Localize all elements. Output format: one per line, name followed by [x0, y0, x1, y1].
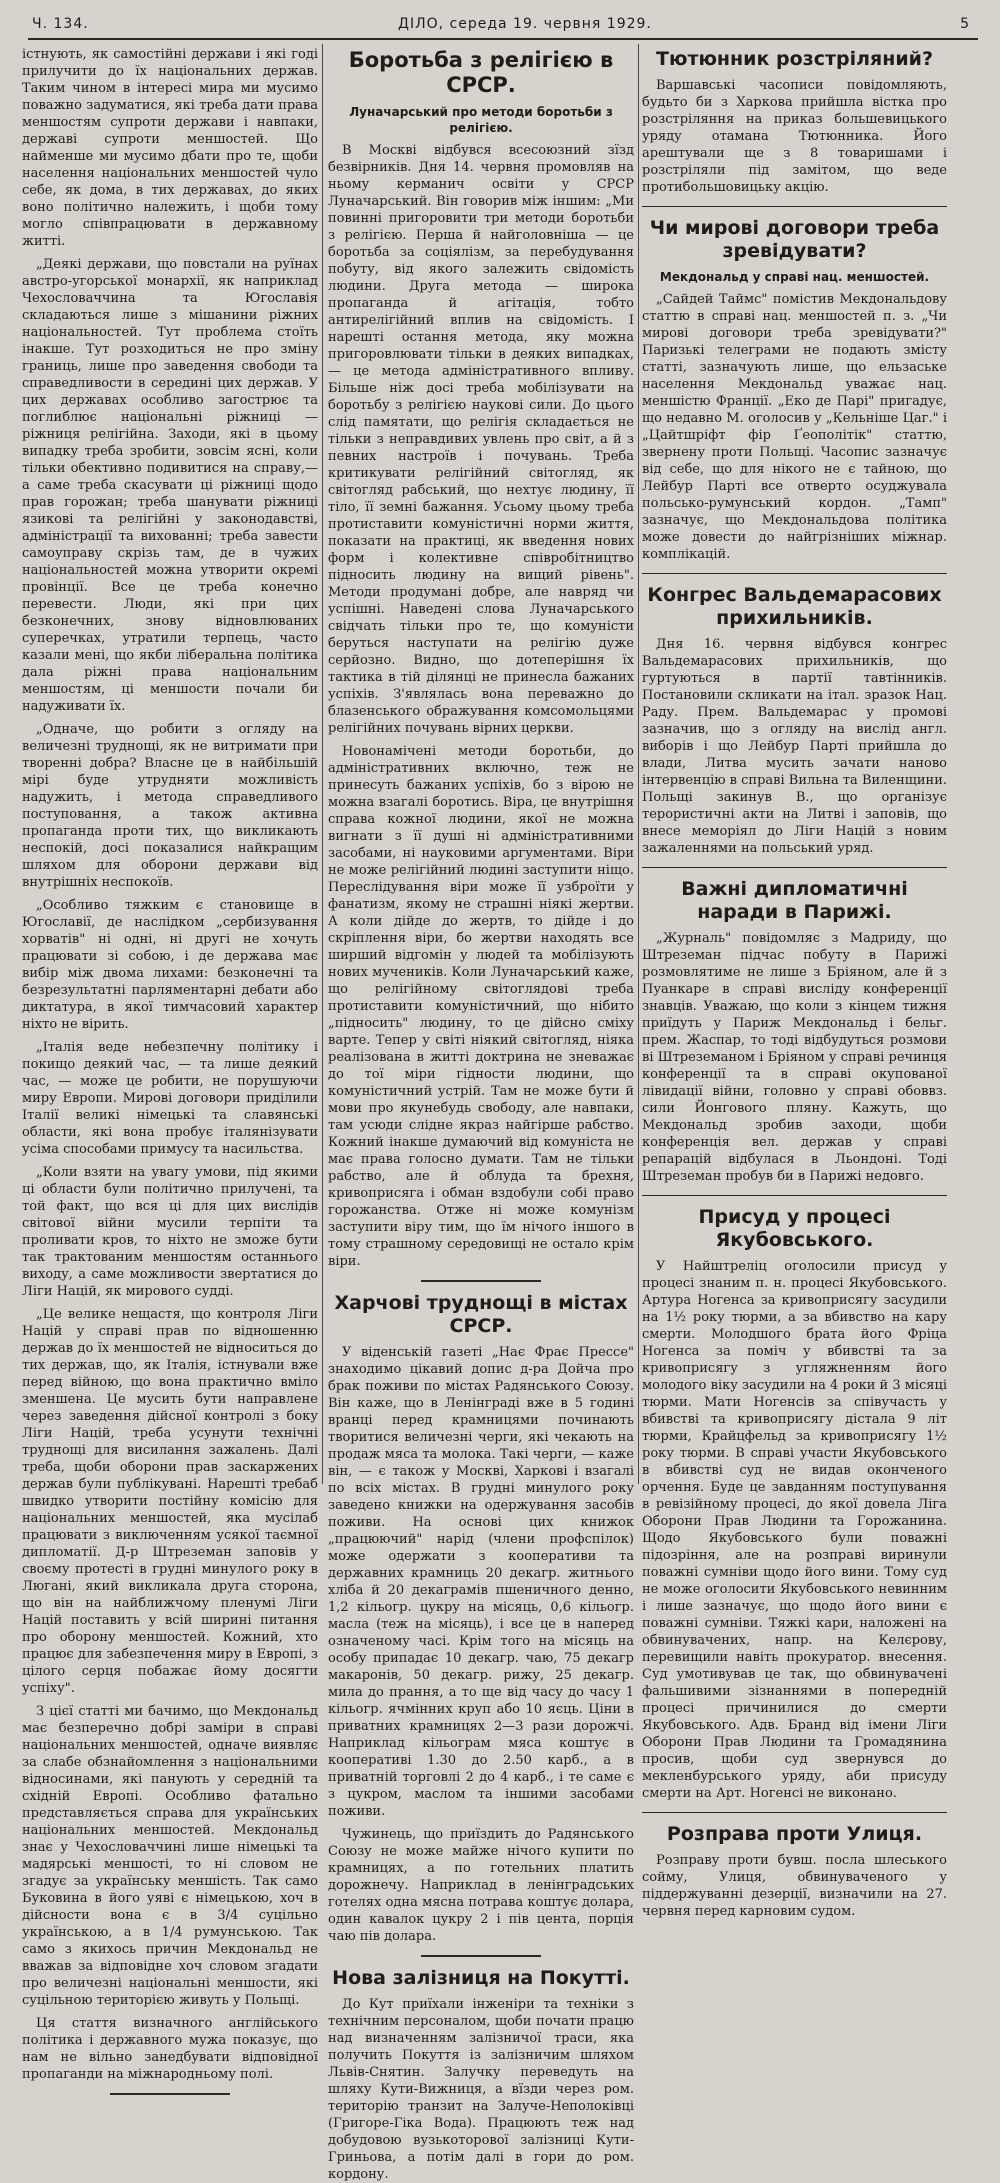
paragraph: Ця стаття визначного англійського політика і державного мужа показує, що нам не вільно занедбувати відповідної пропаганди на міжнародньому полі.	[22, 2016, 318, 2082]
article-title: Боротьба з релігією в СРСР.	[348, 48, 614, 97]
article-title: Присуд у процесі Якубовського.	[698, 1206, 891, 1251]
paragraph: „Журналь" повідомляє з Мадриду, що Штреземан підчас побуту в Парижі розмовлятиме не лише з Бріяном, але й з Пуанкаре в справі висліду конференції знавців. Уважаю, що коли з кінцем тижня приїдуть у Париж Мекдональд і бельг. прем. Жаспар, то тоді відбудуться розмови ві Штреземаном і Бріяном у справі речинця конференції та в справі окупованої лівидації війни, головно у справі обоввз. сили Йонгового пляну. Кажуть, що Мекдональд зробив заходи, щоби конференція вел. держав у справі репарацій відбулася в Льондоні. Тоді Штреземан пробув би в Парижі недовго.	[642, 931, 947, 1184]
paragraph: „Сайдей Таймс" помістив Мекдональдову статтю в справі нац. меншостей п. з. „Чи мирові договори треба зревідувати?" Паризькі телеграми не подають змісту статті, зазначують лише, що ельзаське населення Мекдональд уважає нац. меншістю Франції. „Еко де Парі" пригадує, що недавно М. оголосив у „Кельніше Цаг." і „Цайтшріфт фір Ґеополітік" статтю, звернену проти Польщі. Часопис зазначує від себе, що для нікого не є тайною, що Лейбур Парті все отверто осуджувала польсько-румунський кордон. „Тамп" зазначує, що Мекдональдова політика може довести до найгрізніших міжнар. комплікацій.	[642, 292, 947, 562]
paragraph: „Одначе, що робити з огляду на величезні труднощі, як не витримати при творенні добра? Власне це в найбільшій мірі буде утрудняти можливість надужить, і метода справедливого поступовання, а також активна пропаганда проти тих, що викликають неспокій, досі показалися найкращим шляхом для оборони держави від внутрішніх неспокоїв.	[22, 722, 318, 890]
paragraph: Варшавські часописи повідомляють, будьто би з Харкова прийшла вістка про розстріляння на приказ большевицького уряду отамана Тютюнника. Його арештували ще з 8 товаришами і розстріляли під замітом, що веде протибольшовицьку акцію.	[642, 78, 947, 195]
paragraph: В Москві відбувся всесоюзний зїзд безвірників. Дня 14. червня промовляв на ньому керманич освіти у СРСР Луначарський. Він говорив між іншим: „Ми повинні пригоровити три методи боротьби з релігією. Перша й найголовніша — це боротьба за соціялізм, за перебудування побуту, від якого залежить свідомість людини. Друга метода — широка пропаганда й агітація, тобто антирелігійний вплив на свідомість. І нарешті остання метода, яку можна пригоровлювати тільки в деяких випадках, — це метода адміністративного впливу. Більше ніж досі треба мобілізувати на боротьбу з релігією наукові сили. До цього слід памятати, що релігія складається не тільки з неправдивих увлень про світ, а й з певних настроїв і почувань. Треба критикувати релігійний світогляд, як світогляд рабський, що нехтує людину, її тіло, її земні бажання. Усьому цьому треба протиставити комуністичні норми життя, показати на практиці, як введення нових форм і колективне співробітництво підносить людину на вищий рівень". Методи продумані добре, але навряд чи успішні. Наведені слова Луначарського свідчать тільки про те, що комуністи беруться наступати на релігію дуже серйозно. Видно, що дотеперішня їх тактика в тій ділянці не принесла бажаних успіхів. З'являлась вона переважно до блазенського ображування комсомольцями релігійних почувань вірних церкви.	[328, 143, 634, 736]
separator	[421, 1280, 541, 1282]
paragraph: Розправу проти бувш. посла шлеського сойму, Улиця, обвинуваченого у піддержуванні дезерції, визначили на 27. червня перед карновим судом.	[642, 1853, 947, 1919]
column-left	[22, 46, 318, 2082]
paragraph: До Кут приїхали інженіри та техніки з технічним персоналом, щоби почати працю над визначенням залізничої траси, яка получить Покуття із залізничим шляхом Львів-Снятин. Залучку переведуть на шляху Кути-Вижниця, а вїзди через ром. територію транзит на Залуче-Неполоківці (Григоре-Гіка Вода). Працюють теж над добудовою вузькоторової залізниці Кути-Гриньова, а потім далі в гори до ром. кордону.	[328, 1997, 634, 2182]
paragraph: „Італія веде небезпечну політику і покищо деякий час, — та лише деякий час, — може це робити, не порушуючи миру Европи. Мирові договори приділили Італії великі німецькі та славянські области, які вона пробує італянізувати усіма способами примусу та насильства.	[22, 1040, 318, 1157]
separator	[642, 1812, 947, 1813]
separator	[642, 573, 947, 574]
article-title: Харчові труднощі в містах СРСР.	[334, 1292, 628, 1337]
separator	[642, 1195, 947, 1196]
masthead	[28, 14, 978, 40]
column-rule	[638, 44, 639, 1484]
paragraph: „Коли взяти на увагу умови, під якими ці области були політично прилучені, та той факт, що вся ці для цих вислідів світової війни мусили терпіти та проливати кров, то ніхто не зможе бути так трактованим меншостям останнього виходу, а саме можливости звертатися до Ліги Націй, як мирового судді.	[22, 1165, 318, 1299]
article-title: Розправа проти Улиця.	[666, 1823, 923, 1845]
paragraph: Чужинець, що приїздить до Радянського Союзу не може майже нічого купити по крамницях, а по готельних платить дорожнечу. Наприклад в ленінградських готелях одна мясна потрава коштує долара, один кавалок цукру 2 і пів цента, порція чаю пів долара.	[328, 1827, 634, 1944]
separator	[421, 1955, 541, 1957]
separator	[642, 867, 947, 868]
paragraph: „Це велике нещастя, що контроля Ліги Націй у справі прав по відношенню держав до їх меншостей не відноситься до тих держав, що, як Італія, істнували вже перед війною, що вона практично вміло зменшена. Це мусить бути направлене через заведення дійсної контролі з боку Ліги Націй, треба усунути технічні труднощі для висилання зажалень. Далі треба, щоби оборони прав заскаржених держав були публікувані. Нарешті требаб швидко утворити постійну комісію для національних меншостей, яка мусілаб працювати з виключенням усякої таємної дипломатії. Д-р Штреземан заповів у своєму протесті в грудні минулого року в Люгані, який викликала друга сторона, що він на найближчому пленумі Ліги Націй поставить у всій ширині питання про оборону меншостей. Кожний, хто працює для забезпечення миру в Европі, з цілого серця побажає йому досягти успіху".	[22, 1307, 318, 1696]
article-title: Тютюнник розстріляний?	[656, 48, 933, 70]
end-rule	[110, 2093, 230, 2095]
paragraph: істнують, як самостійні держави і які годі прилучити до їх національних держав. Таким чином в інтересі мира ми мусимо поважно задуматися, які треба дати права меншостям супроти держави і навпаки, державі супроти меншостей. Що найменше ми мусимо дбати про те, щоби населення національних меншостей чуло себе, як дома, в тих державах, до яких воно політично належить, і щоби тому могло співпрацювати в державному житті.	[22, 47, 318, 249]
issue-number: Ч. 134.	[32, 16, 89, 32]
paragraph: Новонамічені методи боротьби, до адміністративних включно, теж не принесуть бажаних успіхів, бо з вірою не можна взагалі боротись. Віра, це внутрішня справа кожної людини, якої не можна вигнати з її душі ні адміністративними засобами, ні науковими аргументами. Віри не може релігійний людині заступити ніщо. Переслідування віри може її узброїти у фанатизм, якому не страшні ніякі жертви. А коли дійде до жертв, то дійде і до скріплення віри, бо жертви находять все ширший відгомін у людей та мобілізують нових мучеників. Коли Луначарський каже, що релігійному світоглядові треба протиставити комуністичний, що нібито „підносить" людину, то це дійсно сміху варте. Тепер у світі ніякий світогляд, ніяка реалізована в житті доктрина не зневажає до тої міри гідности людини, що комуністичний устрій. Там не може бути й мови про якунебудь свободу, але навпаки, там усюди слідне якраз найгірше рабство. Кожний інакше думаючий від комуніста не має права голосно думати. Там не тільки рабство, але й облуда та брехня, кривоприсяга і обман вздобули собі право горожанства. Отже ні може комунізм заступити віру тим, що їм нічого іншого в тому страшному середовищі не остало крім віри.	[328, 744, 634, 1269]
column-right	[642, 46, 947, 1919]
paper-title-date: ДІЛО, середа 19. червня 1929.	[398, 16, 652, 32]
paragraph: „Деякі держави, що повстали на руїнах австро-угорської монархії, як наприклад Чехословаччина та Югославія складаються лише з мішанини ріжних національностей. Тут проблема стоїть інакше. Тут розходиться не про зміну границь, лише про заведення свободи та справедливости в середині цих держав. У цих державах особливо загострює та поглиблює національні ріжниці — ріжниця релігійна. Заходи, які в цьому випадку треба зробити, зовсім ясні, коли тільки обективно подивитися на справу,— а саме треба скасувати ці ріжниці щодо прав горожан; треба шанувати ріжниці язикові та релігійні у законодавстві, адміністрації та вихованні; треба завести самоуправу скрізь там, де в чужих національностей можна утворити окремі провінції. Все це треба конечно перевести. Люди, які при цих безконечних, знову відновлюваних суперечках, утратили терпець, часто казали мені, що якби ліберальна політика дала ріжні права національним меншостям, ці меншости почали би надуживати їх.	[22, 257, 318, 714]
article-subtitle: Луначарський про методи боротьби з релігією.	[349, 105, 613, 135]
paragraph: З цієї статті ми бачимо, що Мекдональд має безперечно добрі заміри в справі національних меншостей, одначе виявляє за слабе обзнайомлення з національними відносинами, які панують у середній та східній Европі. Особливо фатально представляється справа для українських національних меншостей. Мекдональд знає у Чехословаччині лише німецькі та мадярські меншості, то ні словом не згадує за українську меншість. Так само Буковина в його уяві є німецькою, хоч в дійсности вона є в 3/4 суцільно українською, а в 1/4 румунською. Так само з якихось причин Мекдональд не вважав за відповідне хоч словом згадати про величезні національні меншости, які суцільною територією живуть у Польщі.	[22, 1704, 318, 2008]
separator	[642, 206, 947, 207]
column-middle	[328, 46, 634, 2182]
article-title: Чи мирові договори треба зревідувати?	[649, 217, 940, 262]
article-title: Нова залізниця на Покутті.	[332, 1967, 630, 1989]
article-subtitle: Мекдональд у справі нац. меншостей.	[659, 270, 930, 284]
paragraph: У віденській газеті „Нає Фрає Прессе" знаходимо цікавий допис д-ра Дойча про брак поживи по містах Радянського Союзу. Він каже, що в Ленінграді вже в 5 годині вранці перед крамницями починають творитися величезні черги, які чекають на продаж мяса та молока. Такі черги, — каже він, — є також у Москві, Харкові і взагалі по всіх містах. В грудні минулого року заведено книжки на одержування засобів поживи. На основі цих книжок „працюючий" нарід (члени профспілок) може одержати з кооперативи та державних крамниць 20 декагр. житнього хліба й 20 декаграмів пшеничного денно, 1,2 кільогр. цукру на місяць, 0,6 кільогр. масла (теж на місяць), і все це в наперед означеному часі. Крім того на місяць на особу припадає 10 декагр. чаю, 75 декагр макаронів, 50 декагр. рижу, 25 декагр. мила до прання, а то ще від часу до часу 1 кільогр. ячмінних круп або 10 яєць. Ціни в приватних крамницях 2—3 рази дорожчі. Наприклад кільограм мяса коштує в кооперативі 1.30 до 2.50 карб., а в приватній торговлі 2 до 4 карб., і те саме є з цукром, маслом та іншими засобами поживи.	[328, 1345, 634, 1819]
column-rule	[322, 44, 323, 1484]
article-title: Важні дипломатичні наради в Парижі.	[681, 878, 908, 923]
article-title: Конгрес Вальдемарасових прихильників.	[647, 584, 942, 629]
page-number: 5	[960, 16, 970, 32]
paragraph: „Особливо тяжким є становище в Югославії, де наслідком „сербизування хорватів" ні одні, ні другі не хочуть працювати зі собою, і де держава має вибір між двома лихами: безконечні та безрезультатні парляментарні дебати або диктатура, в якої тимчасовий характер ніхто не вірить.	[22, 898, 318, 1032]
paragraph: У Найштреліц оголосили присуд у процесі знаним п. н. процесі Якубовського. Артура Ногенса за кривоприсягу засудили на 1½ року тюрми, а за вбивство на кару смерти. Молодшого брата його Фріца Ногенса за поміч у вбивстві та за кривоприсягу з угляжненням його молодого віку засудили на 4 роки й 3 місяці тюрми. Мати Ногенсів за співучасть у вбивстві та кривоприсягу дістала 9 літ тюрми, Крайцфельд за кривоприсягу 1½ року тюрми. В справі участи Якубовського в вбивстві суд не видав оконченого орчення. Буде це завданням поступування в ревізійному процесі, до якої довела Ліга Оборони Прав Людини та Горожанина. Щодо Якубовського були поважні підозріння, але на розправі виринули поважні сумніви щодо його вини. Тому суд не може оголосити Якубовського невинним і лише зазначує, що щодо його вини є поважні сумніви. Тяжкі кари, наложені на обвинувачених, напр. на Келєрову, перевищили навіть прокуратор. внесення. Суд умотивував це так, що обвинувачені фальшивими зізнаннями в попередній процесі причинилися до смерти Якубовського. Адв. Бранд від імени Ліги Оборони Прав Людини та Громадянина просив, щоби суд звернувся до мекленбурського уряду, аби присуду смерти на Арт. Ногенсі не виконано.	[642, 1259, 947, 1801]
paragraph: Дня 16. червня відбувся конгрес Вальдемарасових прихильників, що гуртуються в партії тавтінників. Постановили скликати на італ. зразок Нац. Раду. Прем. Вальдемарас у промові зазначив, що з огляду на вислід англ. виборів і що Лейбур Парті прийшла до влади, Литва мусить зачати наново інтервенцію в справі Вильна та Виленщини. Польщі закинув В., що організує терористичні акти на Литві і заповів, що внесе меморіял до Ліги Націй з новим зажаленнями на польський уряд.	[642, 637, 947, 856]
